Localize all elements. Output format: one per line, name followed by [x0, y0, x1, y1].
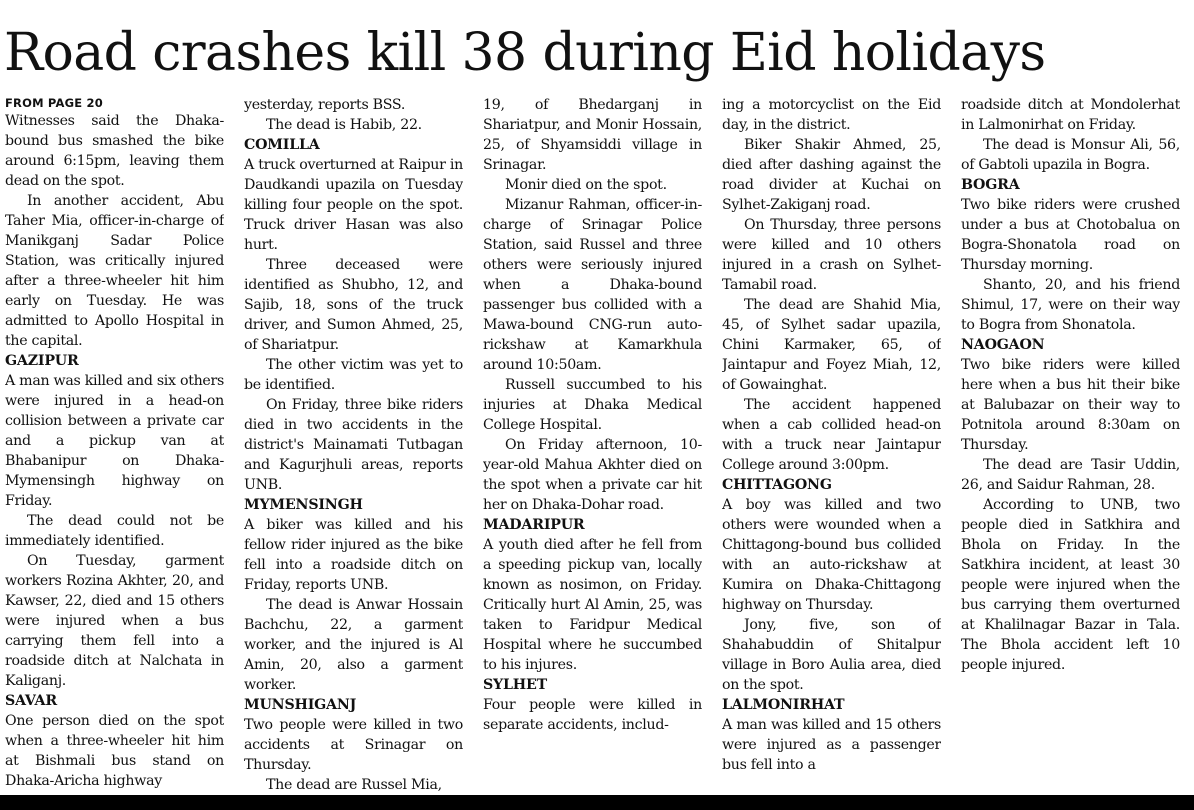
paragraph: Three deceased were identified as Shubho, 12, and Sajib, 18, sons of the truck driver, and Sumon Ahmed, 25, of Shariatpur.: [244, 257, 463, 353]
paragraph: The dead could not be immediately identified.: [5, 513, 224, 549]
paragraph: A boy was killed and two others were wounded when a Chittagong-bound bus collided with an auto-rickshaw at Kumira on Dhaka-Chittagong highway on Thursday.: [722, 497, 941, 613]
paragraph: In another accident, Abu Taher Mia, officer-in-charge of Manikganj Sadar Police Station, was critically injured after a three-wheeler hit him early on Tuesday. He was admitted to Apollo Hospital in the capital.: [5, 193, 224, 349]
section-heading: SAVAR: [5, 693, 57, 709]
paragraph: Russell succumbed to his injuries at Dhaka Medical College Hospital.: [483, 377, 702, 433]
paragraph: The dead are Tasir Uddin, 26, and Saidur Rahman, 28.: [961, 457, 1180, 493]
column-2: [244, 95, 463, 795]
section-heading: SYLHET: [483, 677, 547, 693]
section-heading: GAZIPUR: [5, 353, 79, 369]
paragraph: The dead is Monsur Ali, 56, of Gabtoli upazila in Bogra.: [961, 137, 1180, 173]
section-heading: LALMONIRHAT: [722, 697, 845, 713]
paragraph: A youth died after he fell from a speeding pickup van, locally known as nosimon, on Friday. Critically hurt Al Amin, 25, was taken to Faridpur Medical Hospital where he succumbed to his injures.: [483, 537, 702, 673]
paragraph: The dead is Habib, 22.: [266, 117, 422, 133]
paragraph: Biker Shakir Ahmed, 25, died after dashing against the road divider at Kuchai on Sylhet-Zakiganj road.: [722, 137, 941, 213]
page-bottom-edge: [0, 795, 1194, 810]
paragraph: A man was killed and six others were injured in a head-on collision between a private car and a pickup van at Bhabanipur on Dhaka-Mymensingh highway on Friday.: [5, 373, 224, 509]
paragraph: A man was killed and 15 others were injured as a passenger bus fell into a: [722, 717, 941, 773]
paragraph: According to UNB, two people died in Satkhira and Bhola on Friday. In the Satkhira incident, at least 30 people were injured when the bus carrying them overturned at Khalilnagar Bazar in Tala. The Bhola accident left 10 people injured.: [961, 497, 1180, 673]
paragraph: roadside ditch at Mondolerhat in Lalmonirhat on Friday.: [961, 97, 1180, 133]
article-body: [5, 95, 1181, 795]
paragraph: The dead are Shahid Mia, 45, of Sylhet sadar upazila, Chini Karmaker, 65, of Jaintapur and Foyez Miah, 12, of Gowainghat.: [722, 297, 941, 393]
section-heading: CHITTAGONG: [722, 477, 832, 493]
section-heading: NAOGAON: [961, 337, 1045, 353]
paragraph: On Friday, three bike riders died in two accidents in the district's Mainamati Tutbagan and Kagurjhuli areas, reports UNB.: [244, 397, 463, 493]
paragraph: On Tuesday, garment workers Rozina Akhter, 20, and Kawser, 22, died and 15 others were injured when a bus carrying them fell into a roadside ditch at Nalchata in Kaliganj.: [5, 553, 224, 689]
jump-line: FROM PAGE 20: [5, 96, 103, 110]
headline: Road crashes kill 38 during Eid holidays: [4, 23, 1046, 83]
paragraph: Two people were killed in two accidents at Srinagar on Thursday.: [244, 717, 463, 773]
section-heading: BOGRA: [961, 177, 1020, 193]
column-1: [5, 95, 224, 795]
paragraph: The other victim was yet to be identified.: [244, 357, 463, 393]
paragraph: yesterday, reports BSS.: [244, 97, 406, 113]
paragraph: ing a motorcyclist on the Eid day, in the district.: [722, 97, 941, 133]
section-heading: MYMENSINGH: [244, 497, 363, 513]
column-5: [961, 95, 1180, 795]
paragraph: Four people were killed in separate accidents, includ-: [483, 697, 702, 733]
paragraph: Witnesses said the Dhaka-bound bus smashed the bike around 6:15pm, leaving them dead on the spot.: [5, 113, 224, 189]
section-heading: MUNSHIGANJ: [244, 697, 357, 713]
paragraph: The dead are Russel Mia,: [266, 777, 442, 793]
paragraph: The dead is Anwar Hossain Bachchu, 22, a garment worker, and the injured is Al Amin, 20, also a garment worker.: [244, 597, 463, 693]
column-4: [722, 95, 941, 795]
paragraph: One person died on the spot when a three-wheeler hit him at Bishmali bus stand on Dhaka-Aricha highway: [5, 713, 224, 789]
column-3: [483, 95, 702, 795]
paragraph: 19, of Bhedarganj in Shariatpur, and Monir Hossain, 25, of Shyamsiddi village in Srinagar.: [483, 97, 702, 173]
paragraph: Monir died on the spot.: [505, 177, 667, 193]
paragraph: The accident happened when a cab collided head-on with a truck near Jaintapur College around 3:00pm.: [722, 397, 941, 473]
section-heading: MADARIPUR: [483, 517, 585, 533]
paragraph: Jony, five, son of Shahabuddin of Shitalpur village in Boro Aulia area, died on the spot.: [722, 617, 941, 693]
paragraph: Two bike riders were killed here when a bus hit their bike at Balubazar on their way to Potnitola around 8:30am on Thursday.: [961, 357, 1180, 453]
paragraph: Two bike riders were crushed under a bus at Chotobalua on Bogra-Shonatola road on Thursday morning.: [961, 197, 1180, 273]
paragraph: On Friday afternoon, 10-year-old Mahua Akhter died on the spot when a private car hit her on Dhaka-Dohar road.: [483, 437, 702, 513]
paragraph: Mizanur Rahman, officer-in-charge of Srinagar Police Station, said Russel and three others were seriously injured when a Dhaka-bound passenger bus collided with a Mawa-bound CNG-run auto-rickshaw at Kamarkhula around 10:50am.: [483, 197, 702, 373]
paragraph: A truck overturned at Raipur in Daudkandi upazila on Tuesday killing four people on the spot. Truck driver Hasan was also hurt.: [244, 157, 463, 253]
paragraph: Shanto, 20, and his friend Shimul, 17, were on their way to Bogra from Shonatola.: [961, 277, 1180, 333]
paragraph: On Thursday, three persons were killed and 10 others injured in a crash on Sylhet-Tamabil road.: [722, 217, 941, 293]
section-heading: COMILLA: [244, 137, 320, 153]
paragraph: A biker was killed and his fellow rider injured as the bike fell into a roadside ditch on Friday, reports UNB.: [244, 517, 463, 593]
